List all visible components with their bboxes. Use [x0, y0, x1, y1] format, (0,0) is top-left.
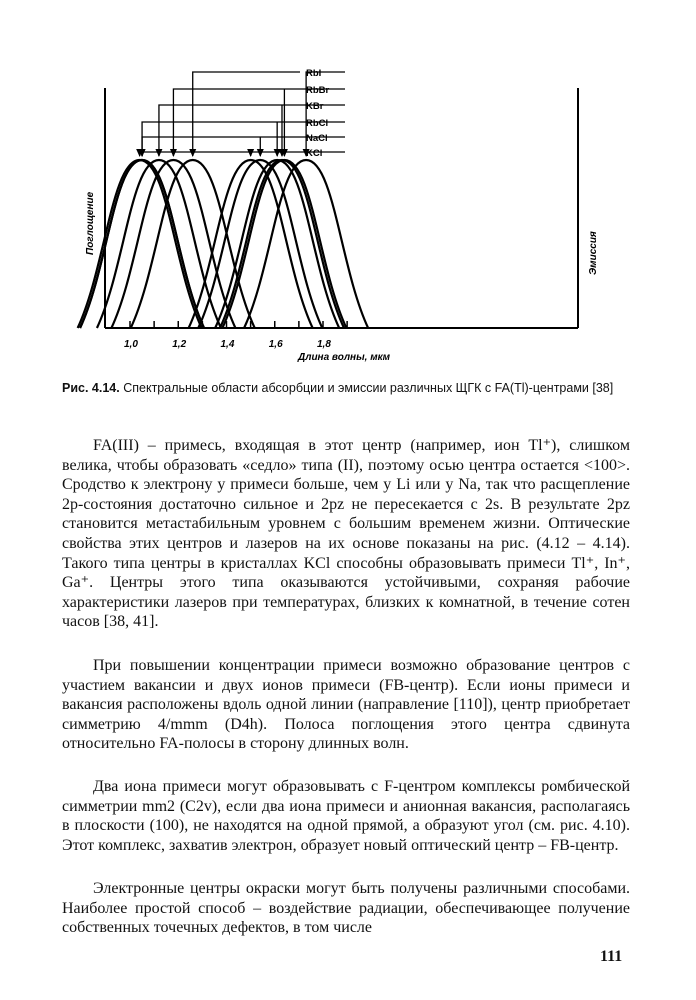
- absorption-curve-nacl: [80, 160, 204, 328]
- absorption-curve-kbr: [97, 160, 221, 328]
- tick-label: 1,8: [317, 339, 331, 350]
- tick-label: 1,0: [124, 339, 138, 350]
- tick-label: 1,4: [220, 339, 235, 350]
- tick-label: 1,6: [268, 339, 283, 350]
- compound-label-kcl: KCl: [306, 148, 323, 159]
- arrow-head: [247, 149, 254, 157]
- arrow-head: [170, 149, 177, 157]
- compound-label-rbcl: RbCl: [306, 118, 329, 129]
- compound-label-nacl: NaCl: [306, 133, 328, 144]
- x-axis-label: Длина волны, мкм: [298, 352, 391, 363]
- paragraph-1: FA(III) – примесь, входящая в этот центр (например, ион Tl⁺), слишком велика, чтобы образовать «седло» типа (II), поэтому осью центра остается <100>. Сродство к электрону у примеси больше, чем у Li или у Na, так что расщепление 2p-состояния достаточно сильное и 2pz не пересекается с 2s. В результате 2pz становится метастабильным уровнем с большим временем жизни. Оптические свойства этих центров и лазеров на их основе показаны на рис. (4.12 – 4.14). Такого типа центры в кристаллах KCl способны образовывать примеси Tl⁺, In⁺, Ga⁺. Центры этого типа оказываются устойчивыми, сохраняя рабочие характеристики лазеров при температурах, близких к комнатной, в течение сотен часов [38, 41].: [62, 437, 630, 631]
- absorption-curve-rbcl: [80, 160, 204, 328]
- spectral-figure: [0, 0, 696, 380]
- paragraph-2: При повышении концентрации примеси возможно образование центров с участием вакансии и двух ионов примеси (FB-центр). Если ионы примеси и вакансия расположены вдоль одной линии (направление [110]), центр приобретает симметрию 4/mmm (D4h). Полоса поглощения этого центра сдвинута относительно FA-полосы в сторону длинных волн.: [62, 657, 630, 753]
- tick-labels: [124, 339, 331, 350]
- y-axis-label-right: Эмиссия: [588, 231, 599, 275]
- curves: [78, 160, 368, 328]
- compound-label-rbi: RbI: [306, 68, 322, 79]
- arrow-head: [189, 149, 196, 157]
- paragraph-4: Электронные центры окраски могут быть получены различными способами. Наиболее простой способ – воздействие радиации, обеспечивающее получение собственных точечных дефектов, в том числе: [62, 880, 630, 937]
- arrow-head: [257, 149, 264, 157]
- absorption-curve-rbbr: [111, 160, 235, 328]
- compound-label-kbr: KBr: [306, 101, 324, 112]
- figure-caption: [62, 380, 642, 397]
- caption-text: Спектральные области абсорбции и эмиссии различных ЩГК с FA(Tl)-центрами [38]: [123, 381, 614, 395]
- paragraph-3: Два иона примеси могут образовывать с F-центром комплексы ромбической симметрии mm2 (C2v), если два иона примеси и анионная вакансия, располагаясь в плоскости (100), не находятся на одной прямой, а образуют угол (см. рис. 4.10). Этот комплекс, захватив электрон, образует новый оптический центр – FB-центр.: [62, 778, 630, 854]
- arrow-head: [155, 149, 162, 157]
- compound-label-rbbr: RbBr: [306, 85, 330, 96]
- emission-curve-kbr: [220, 160, 344, 328]
- y-axis-label-left: Поглощение: [85, 191, 96, 255]
- page-number: 111: [600, 948, 623, 965]
- emission-curve-rbi: [244, 160, 368, 328]
- caption-label: Рис. 4.14.: [62, 381, 120, 395]
- compound-labels: [306, 68, 330, 159]
- tick-marks: [130, 321, 347, 328]
- tick-label: 1,2: [172, 339, 187, 350]
